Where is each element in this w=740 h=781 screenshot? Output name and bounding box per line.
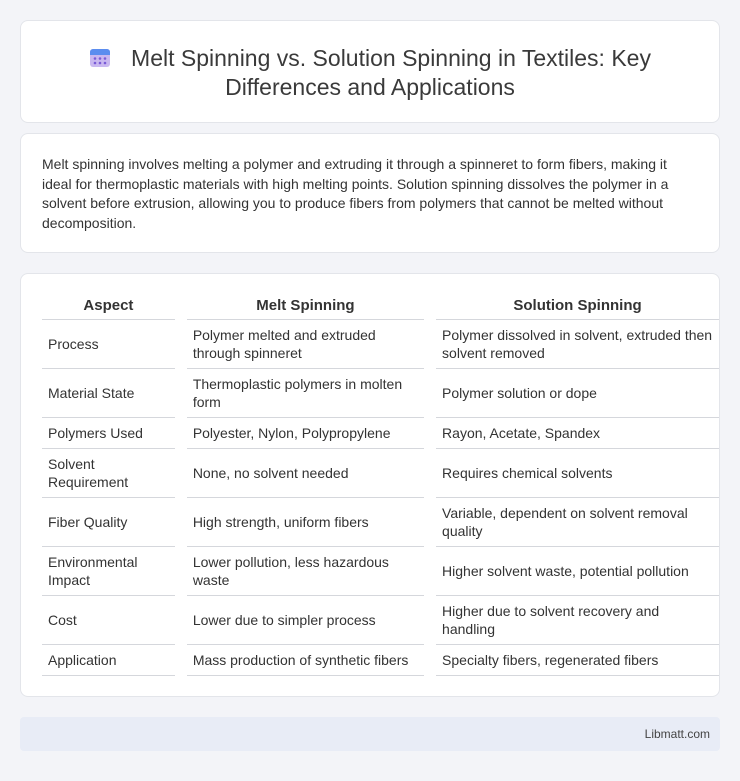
cell-solution-spinning: Rayon, Acetate, Spandex <box>436 418 719 449</box>
table-row <box>42 369 719 418</box>
header-melt-spinning: Melt Spinning <box>187 295 424 320</box>
page-title <box>21 44 719 102</box>
table-row <box>42 498 719 547</box>
cell-solution-spinning: Polymer dissolved in solvent, extruded then solvent removed <box>436 320 719 369</box>
table-row <box>42 645 719 676</box>
header-solution-spinning: Solution Spinning <box>436 295 719 320</box>
title-line-1: Melt Spinning vs. Solution Spinning in Textiles: Key <box>131 45 651 71</box>
table-row <box>42 547 719 596</box>
cell-solution-spinning: Specialty fibers, regenerated fibers <box>436 645 719 676</box>
cell-melt-spinning: High strength, uniform fibers <box>187 498 424 547</box>
cell-melt-spinning: Lower due to simpler process <box>187 596 424 645</box>
cell-aspect: Material State <box>42 369 175 418</box>
comparison-table <box>42 295 719 676</box>
cell-melt-spinning: Lower pollution, less hazardous waste <box>187 547 424 596</box>
table-row <box>42 320 719 369</box>
table-row <box>42 596 719 645</box>
cell-solution-spinning: Polymer solution or dope <box>436 369 719 418</box>
cell-melt-spinning: Polymer melted and extruded through spinneret <box>187 320 424 369</box>
calendar-icon <box>89 46 111 68</box>
cell-aspect: Polymers Used <box>42 418 175 449</box>
cell-aspect: Application <box>42 645 175 676</box>
title-card <box>20 20 720 123</box>
cell-aspect: Cost <box>42 596 175 645</box>
footer <box>20 717 720 751</box>
comparison-card <box>20 273 720 697</box>
title-line-2: Differences and Applications <box>225 74 515 100</box>
cell-solution-spinning: Higher solvent waste, potential pollution <box>436 547 719 596</box>
cell-solution-spinning: Requires chemical solvents <box>436 449 719 498</box>
header-aspect: Aspect <box>42 295 175 320</box>
cell-melt-spinning: Polyester, Nylon, Polypropylene <box>187 418 424 449</box>
cell-melt-spinning: None, no solvent needed <box>187 449 424 498</box>
cell-aspect: Solvent Requirement <box>42 449 175 498</box>
cell-solution-spinning: Variable, dependent on solvent removal quality <box>436 498 719 547</box>
cell-aspect: Process <box>42 320 175 369</box>
table-row <box>42 418 719 449</box>
intro-card <box>20 133 720 253</box>
table-header-row <box>42 295 719 320</box>
cell-solution-spinning: Higher due to solvent recovery and handling <box>436 596 719 645</box>
cell-aspect: Fiber Quality <box>42 498 175 547</box>
cell-melt-spinning: Thermoplastic polymers in molten form <box>187 369 424 418</box>
table-row <box>42 449 719 498</box>
cell-melt-spinning: Mass production of synthetic fibers <box>187 645 424 676</box>
intro-paragraph: Melt spinning involves melting a polymer and extruding it through a spinneret to form fibers, making it ideal for thermoplastic materials with high melting points. Solution spinning dissolves the polymer in a solvent before extrusion, allowing you to produce fibers from polymers that cannot be melted without decomposition. <box>42 156 669 231</box>
source-label: Libmatt.com <box>644 727 710 741</box>
cell-aspect: Environmental Impact <box>42 547 175 596</box>
